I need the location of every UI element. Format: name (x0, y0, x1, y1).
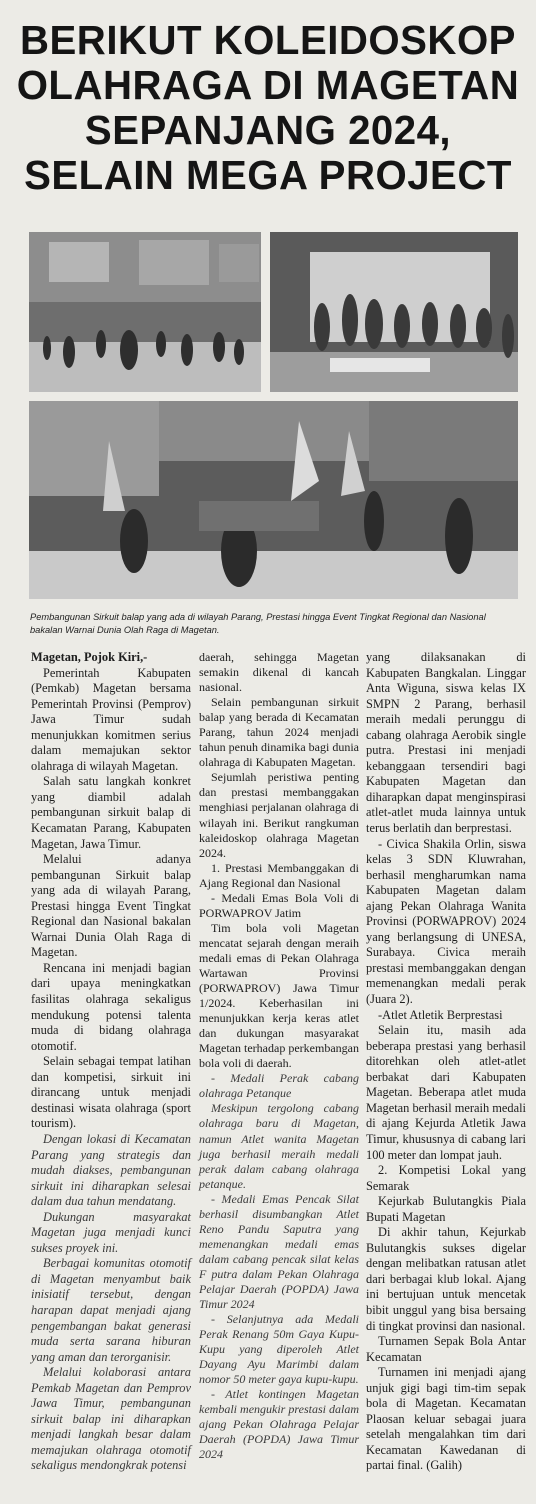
headline (5, 18, 530, 198)
paragraph: Selain itu, masih ada beberapa prestasi yang berhasil ditorehkan oleh atlet-atlet berbakat dari Kabupaten Magetan. Beberapa atlet muda Magetan berhasil meraih medali di ajang Kejurda Atletik Jawa Timur, khususnya di cabang lari 100 meter dan lompat jauh. (366, 1023, 526, 1162)
paragraph: Dukungan masyarakat Magetan juga menjadi kunci sukses proyek ini. (31, 1209, 191, 1255)
paragraph: Selain sebagai tempat latihan dan kompetisi, sirkuit ini dirancang untuk menjadi destinasi wisata olahraga (sport tourism). (31, 1054, 191, 1131)
headline-line-2: OLAHRAGA DI MAGETAN (16, 62, 520, 108)
paragraph: - Atlet kontingen Magetan kembali mengukir prestasi dalam ajang Pekan Olahraga Pelajar Daerah (POPDA) Jawa Timur 2024 (199, 1387, 359, 1462)
paragraph: Salah satu langkah konkret yang diambil adalah pembangunan sirkuit balap di Kecamatan Parang, Kabupaten Magetan, Jawa Timur. (31, 774, 191, 851)
section-heading: 2. Kompetisi Lokal yang Semarak (366, 1163, 526, 1193)
paragraph: Turnamen ini menjadi ajang unjuk gigi bagi tim-tim sepak bola di Magetan. Kecamatan Plaosan keluar sebagai juara setelah mengalahkan tim dari Kecamatan Kawedanan di partai final. (Galih) (366, 1365, 526, 1473)
headline-line-1: BERIKUT KOLEIDOSKOP (20, 17, 516, 63)
subheading: Turnamen Sepak Bola Antar Kecamatan (366, 1334, 526, 1364)
subheading: -Atlet Atletik Berprestasi (378, 1007, 503, 1022)
paragraph: - Civica Shakila Orlin, siswa kelas 3 SDN Kluwrahan, berhasil mengharumkan nama Kabupaten Magetan dalam ajang Pekan Olahraga Wanita Provinsi (PORWAPROV) 2024 yang berlangsung di UNESA, Surabaya. Civica meraih prestasi membanggakan dengan memenangkan medali perak (Juara 2). (366, 836, 526, 1007)
article-column-3 (366, 650, 526, 1474)
article-column-1 (31, 650, 191, 1474)
paragraph: Dengan lokasi di Kecamatan Parang yang strategis dan mudah diakses, pembangunan sirkuit ini diharapkan selesai dalam dua tahun mendatang. (31, 1131, 191, 1209)
headline-line-4: SELAIN MEGA PROJECT (24, 152, 512, 198)
paragraph: - Selanjutnya ada Medali Perak Renang 50m Gaya Kupu-Kupu yang diperoleh Atlet Dayang Ayu Marimbi dalam nomor 50 meter gaya kupu-kupu. (199, 1312, 359, 1387)
paragraph: daerah, sehingga Magetan semakin dikenal di kancah nasional. (199, 650, 359, 695)
paragraph: Sejumlah peristiwa penting dan prestasi membanggakan menghiasi perjalanan olahraga di wilayah ini. Berikut rangkuman kaleidoskop olahraga Magetan 2024. (199, 770, 359, 860)
photo-traditional-dance (29, 401, 518, 599)
photo-stage-performance (270, 232, 518, 392)
subheading: - Medali Emas Bola Voli di PORWAPROV Jatim (199, 890, 359, 920)
paragraph: Selain pembangunan sirkuit balap yang berada di Kecamatan Parang, tahun 2024 menjadi tahun penuh dinamika bagi dunia olahraga di Kabupaten Magetan. (199, 695, 359, 770)
paragraph: Berbagai komunitas otomotif di Magetan menyambut baik inisiatif tersebut, dengan harapan dapat menjadi ajang pengembangan bakat generasi muda serta sarana hiburan yang aman dan terorganisir. (31, 1256, 191, 1364)
section-heading: 1. Prestasi Membanggakan di Ajang Regional dan Nasional (199, 860, 359, 890)
paragraph: Melalui kolaborasi antara Pemkab Magetan dan Pemprov Jawa Timur, pembangunan sirkuit balap ini diharapkan menjadi langkah besar dalam memajukan olahraga otomotif sekaligus mendongkrak potensi (31, 1365, 191, 1473)
subheading: - Medali Perak cabang olahraga Petanque (199, 1071, 359, 1101)
headline-line-3: SEPANJANG 2024, (84, 107, 452, 153)
paragraph: Meskipun tergolong cabang olahraga baru di Magetan, namun Atlet wanita Magetan juga berhasil meraih medali perak dalam cabang olahraga petanque. (199, 1101, 359, 1191)
paragraph: Pemerintah Kabupaten (Pemkab) Magetan bersama Pemerintah Provinsi (Pemprov) Jawa Timur sudah menunjukkan komitmen serius dalam memajukan sektor olahraga di wilayah Magetan. (31, 665, 191, 773)
paragraph: yang dilaksanakan di Kabupaten Bangkalan. Linggar Anta Wiguna, siswa kelas IX SMPN 2 Parang, berhasil meraih medali perunggu di cabang olahraga Aerobik single putra. Prestasi ini menjadi kebanggaan tersendiri bagi Kabupaten Magetan dan diharapkan dapat menginspirasi atlet-atlet muda lainnya untuk terus berlatih dan berprestasi. (366, 650, 526, 836)
dateline: Magetan, Pojok Kiri,- (31, 650, 148, 664)
paragraph: - Medali Emas Pencak Silat berhasil disumbangkan Atlet Reno Pandu Saputra yang memenangkan medali emas dalam cabang pencak silat kelas F putra dalam Pekan Olahraga Pelajar Daerah (POPDA) Jawa Timur 2024 (199, 1191, 359, 1312)
photo-dance-hall (29, 232, 261, 392)
paragraph: Melalui adanya pembangunan Sirkuit balap yang ada di wilayah Parang, Prestasi hingga Event Tingkat Regional dan Nasional bakalan Warnai Dunia Olah Raga di Magetan. (31, 852, 191, 960)
paragraph: Rencana ini menjadi bagian dari upaya meningkatkan fasilitas olahraga sekaligus mendukung potensi talenta muda di bidang olahraga otomotif. (31, 960, 191, 1053)
subheading: Kejurkab Bulutangkis Piala Bupati Magetan (366, 1194, 526, 1224)
paragraph: Tim bola voli Magetan mencatat sejarah dengan meraih medali emas di Pekan Olahraga Wartawan Provinsi (PORWAPROV) Jawa Timur 1/2024. Keberhasilan ini menunjukkan kerja keras atlet dan dukungan masyarakat Magetan terhadap perkembangan bola voli di daerah. (199, 920, 359, 1071)
paragraph: Di akhir tahun, Kejurkab Bulutangkis sukses digelar dengan melibatkan ratusan atlet dari berbagai klub lokal. Ajang ini bertujuan untuk mencetak bibit unggul yang bisa bersaing di tingkat provinsi dan nasional. (366, 1225, 526, 1333)
photo-caption: Pembangunan Sirkuit balap yang ada di wilayah Parang, Prestasi hingga Event Tingkat Regional dan Nasional bakalan Warnai Dunia Olah Raga di Magetan. (30, 612, 486, 635)
article-column-2 (199, 650, 359, 1463)
